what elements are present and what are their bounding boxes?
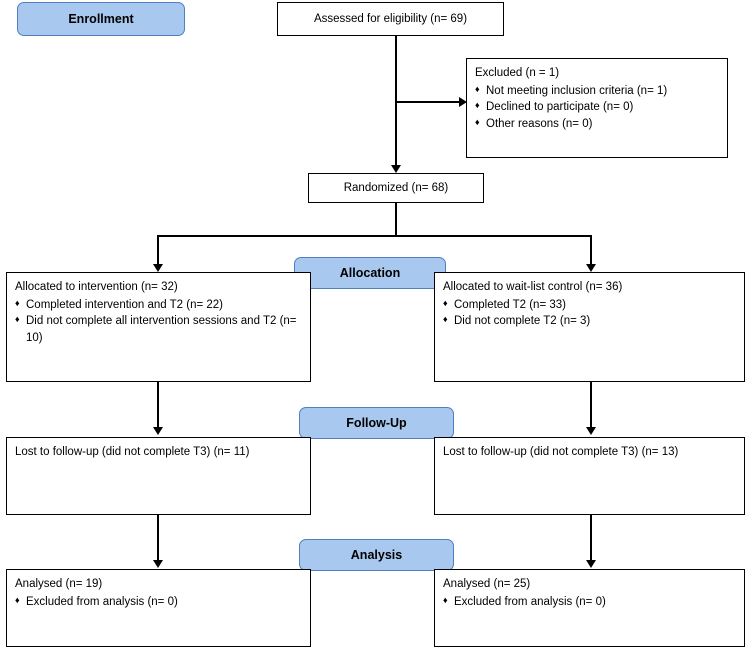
node-excluded (466, 58, 728, 158)
arrowhead-to-control (586, 264, 596, 272)
node-allocated-intervention-item: ♦ Completed intervention and T2 (n= 22) (15, 297, 302, 314)
arrowhead-analysis-left (153, 560, 163, 568)
node-allocated-intervention-item: ♦ Did not complete all intervention sessions and T2 (n= 10) (15, 313, 302, 346)
node-excluded-list (475, 83, 719, 133)
node-followup-left-text: Lost to follow-up (did not complete T3) (n= 11) (15, 446, 250, 458)
arrowhead-intervention-followup (153, 427, 163, 435)
node-allocated-control-heading: Allocated to wait-list control (n= 36) (443, 281, 623, 293)
stage-label-allocation (294, 257, 446, 289)
node-excluded-item: ♦ Declined to participate (n= 0) (475, 99, 719, 116)
connector-intervention-to-followup (157, 382, 159, 430)
node-analysis-left (6, 569, 311, 647)
connector-followup-to-analysis-right (590, 515, 592, 563)
stage-label-analysis (299, 539, 454, 571)
node-analysis-right-list (443, 594, 736, 611)
arrowhead-to-intervention (153, 264, 163, 272)
node-analysis-right-item: ♦ Excluded from analysis (n= 0) (443, 594, 736, 611)
arrowhead-control-followup (586, 427, 596, 435)
stage-label-followup-text: Follow-Up (346, 416, 407, 430)
connector-randomized-split (157, 235, 591, 237)
node-analysis-left-item: ♦ Excluded from analysis (n= 0) (15, 594, 302, 611)
node-randomized-text: Randomized (n= 68) (343, 181, 449, 194)
node-allocated-control-item: ♦ Did not complete T2 (n= 3) (443, 313, 736, 330)
node-allocated-intervention (6, 272, 311, 382)
node-randomized (308, 173, 484, 203)
node-followup-left (6, 437, 311, 515)
node-assessed-text: Assessed for eligibility (n= 69) (313, 12, 468, 25)
stage-label-allocation-text: Allocation (339, 266, 401, 280)
stage-label-analysis-text: Analysis (350, 548, 403, 562)
connector-control-to-followup (590, 382, 592, 430)
stage-label-enrollment (17, 2, 185, 36)
connector-randomized-stem (395, 203, 397, 236)
node-allocated-control (434, 272, 745, 382)
node-allocated-intervention-list (15, 297, 302, 347)
node-allocated-control-list (443, 297, 736, 330)
node-followup-right-text: Lost to follow-up (did not complete T3) (n= 13) (443, 446, 679, 458)
stage-label-enrollment-text: Enrollment (68, 12, 134, 26)
node-excluded-heading: Excluded (n = 1) (475, 67, 560, 79)
arrowhead-to-randomized (391, 165, 401, 173)
node-analysis-left-list (15, 594, 302, 611)
node-analysis-right (434, 569, 745, 647)
connector-followup-to-analysis-left (157, 515, 159, 563)
node-analysis-right-heading: Analysed (n= 25) (443, 578, 531, 590)
node-analysis-left-heading: Analysed (n= 19) (15, 578, 103, 590)
arrowhead-analysis-right (586, 560, 596, 568)
node-allocated-control-item: ♦ Completed T2 (n= 33) (443, 297, 736, 314)
node-excluded-item: ♦ Not meeting inclusion criteria (n= 1) (475, 83, 719, 100)
connector-to-excluded (395, 101, 465, 103)
node-assessed-for-eligibility (277, 2, 504, 36)
node-followup-right (434, 437, 745, 515)
node-excluded-item: ♦ Other reasons (n= 0) (475, 116, 719, 133)
node-allocated-intervention-heading: Allocated to intervention (n= 32) (15, 281, 178, 293)
stage-label-followup (299, 407, 454, 439)
